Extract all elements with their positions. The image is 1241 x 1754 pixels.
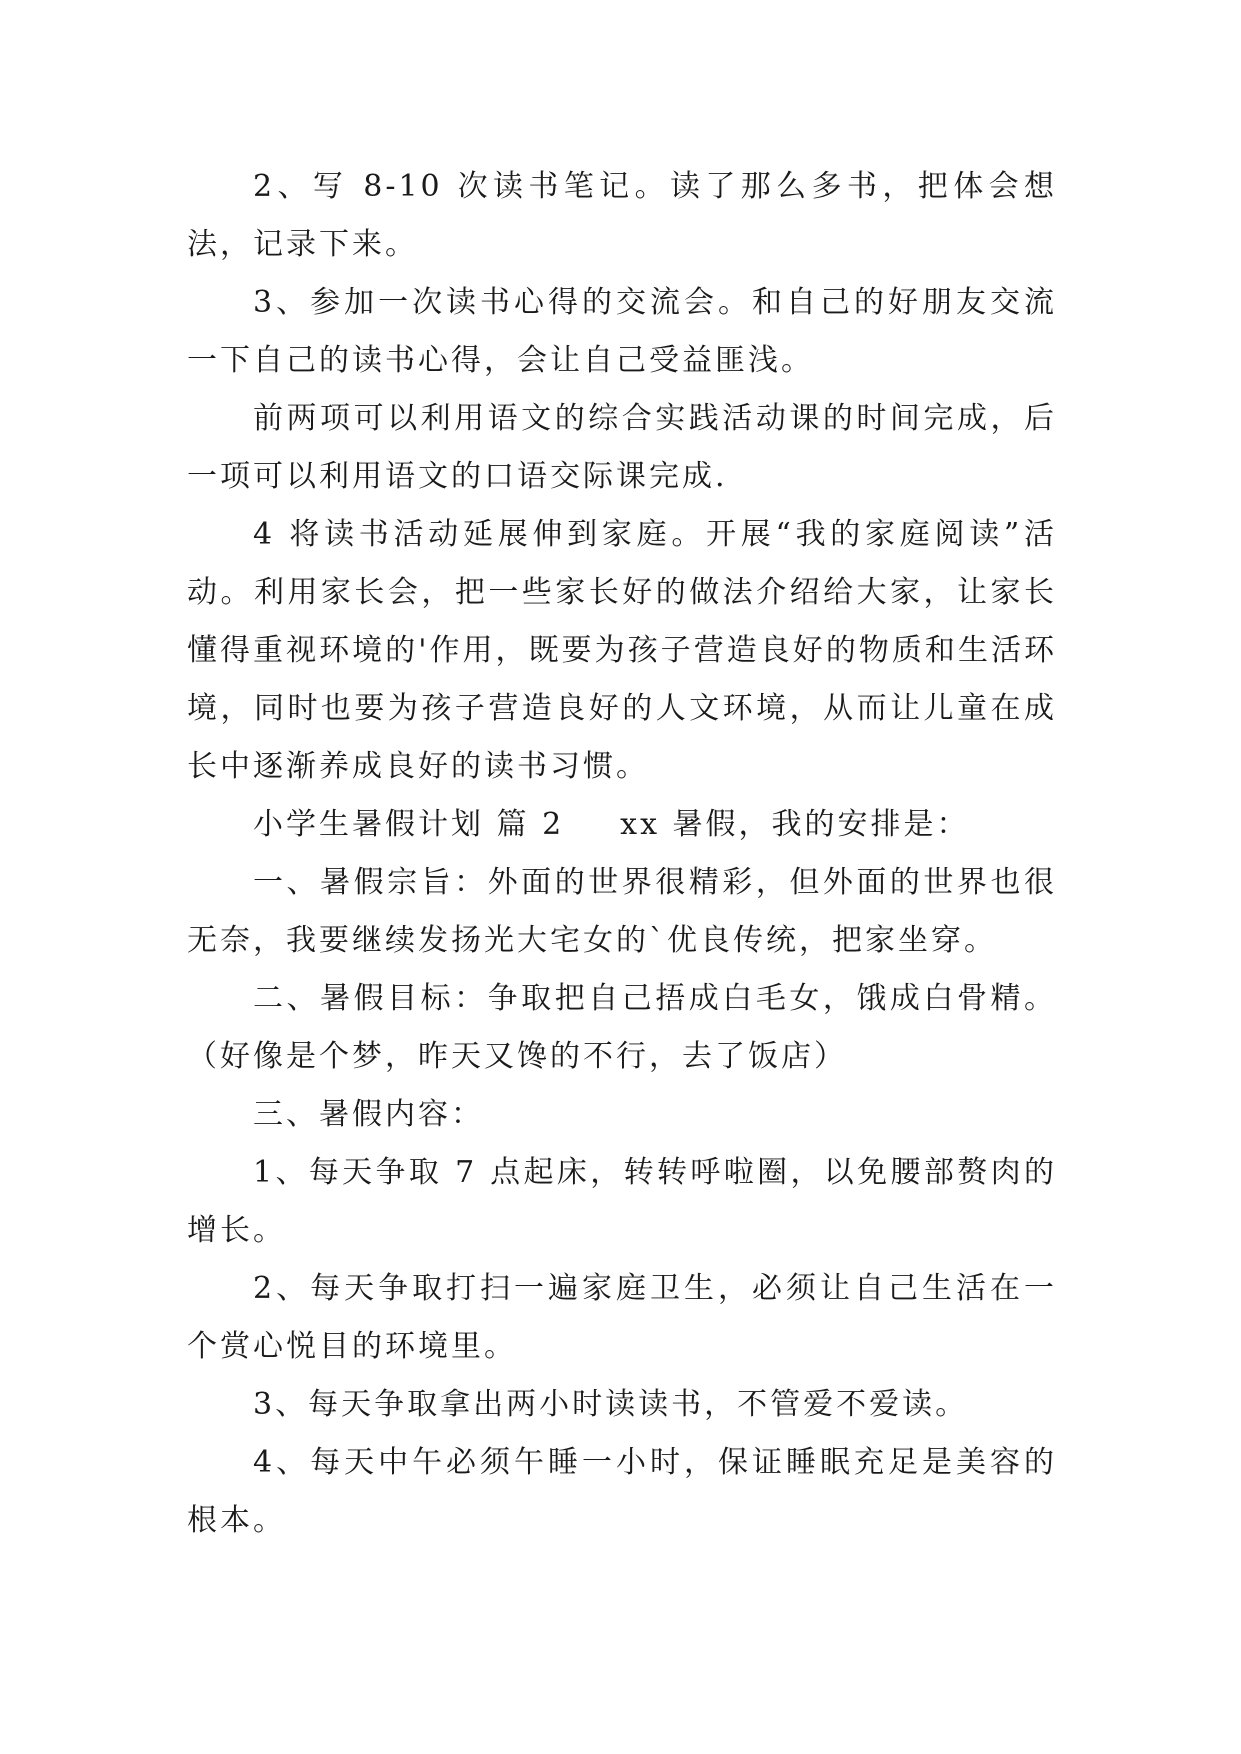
section-heading bbox=[187, 796, 1057, 854]
paragraph-goal: 二、暑假目标：争取把自己捂成白毛女，饿成白骨精。（好像是个梦，昨天又馋的不行，去了饭店） bbox=[187, 981, 1057, 1074]
paragraph-class-time: 前两项可以利用语文的综合实践活动课的时间完成，后一项可以利用语文的口语交际课完成. bbox=[187, 401, 1057, 494]
paragraph-family-reading: 4 将读书活动延展伸到家庭。开展“我的家庭阅读”活动。利用家长会，把一些家长好的做法介绍给大家，让家长懂得重视环境的'作用，既要为孩子营造良好的物质和生活环境，同时也要为孩子营造良好的人文环境，从而让儿童在成长中逐渐养成良好的读书习惯。 bbox=[187, 517, 1057, 784]
paragraph-exchange-meeting: 3、参加一次读书心得的交流会。和自己的好朋友交流一下自己的读书心得，会让自己受益匪浅。 bbox=[187, 285, 1057, 378]
paragraph-item-nap: 4、每天中午必须午睡一小时，保证睡眠充足是美容的根本。 bbox=[187, 1445, 1057, 1538]
paragraph-item-cleaning: 2、每天争取打扫一遍家庭卫生，必须让自己生活在一个赏心悦目的环境里。 bbox=[187, 1271, 1057, 1364]
document-body bbox=[187, 158, 1057, 1550]
section-lead: xx 暑假，我的安排是： bbox=[620, 807, 970, 842]
section-title: 小学生暑假计划 篇 2 bbox=[253, 807, 565, 842]
paragraph-reading-notes: 2、写 8-10 次读书笔记。读了那么多书，把体会想法，记录下来。 bbox=[187, 169, 1057, 262]
paragraph-purpose: 一、暑假宗旨：外面的世界很精彩，但外面的世界也很无奈，我要继续发扬光大宅女的`优良传统，把家坐穿。 bbox=[187, 865, 1057, 958]
paragraph-item-wake-up: 1、每天争取 7 点起床，转转呼啦圈，以免腰部赘肉的增长。 bbox=[187, 1155, 1057, 1248]
paragraph-content-heading: 三、暑假内容： bbox=[253, 1097, 484, 1132]
paragraph-item-reading: 3、每天争取拿出两小时读读书，不管爱不爱读。 bbox=[253, 1387, 969, 1422]
